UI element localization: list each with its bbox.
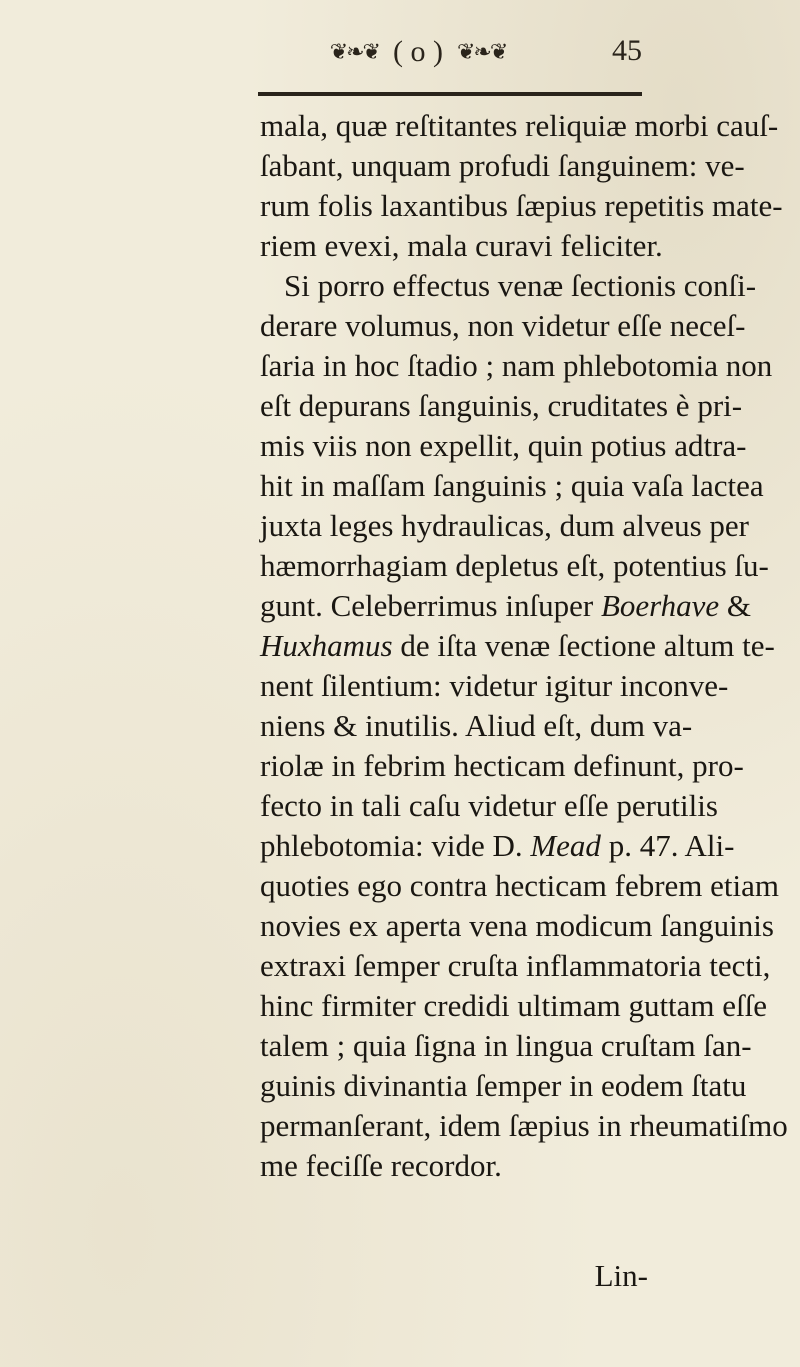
text-run: ſaria in hoc ſtadio ; nam phlebotomia non	[260, 348, 773, 383]
text-run: juxta leges hydraulicas, dum alveus per	[260, 508, 749, 543]
text-run: &	[719, 588, 752, 623]
catchword: Lin-	[594, 1258, 648, 1293]
text-run: permanſerant, idem ſæpius in rheumatiſmo	[260, 1108, 788, 1143]
header-ornament-group	[298, 28, 538, 76]
text-line	[260, 226, 663, 266]
text-line	[260, 306, 746, 346]
text-line	[260, 146, 745, 186]
italic-name: Mead	[530, 828, 601, 863]
text-line	[260, 1106, 788, 1146]
text-line	[260, 546, 769, 586]
text-line	[260, 426, 747, 466]
running-header	[0, 28, 800, 76]
italic-name: Huxhamus	[260, 628, 393, 663]
text-run: hit in maſſam ſanguinis ; quia vaſa lactea	[260, 468, 764, 503]
text-line	[260, 466, 764, 506]
text-run: riem evexi, mala curavi feliciter.	[260, 228, 663, 263]
text-line	[260, 706, 693, 746]
text-run: riolæ in febrim hecticam definunt, pro-	[260, 748, 744, 783]
text-line	[260, 1146, 660, 1186]
text-run: ſabant, unquam profudi ſanguinem: ve-	[260, 148, 745, 183]
text-line	[260, 666, 729, 706]
text-line	[260, 626, 775, 666]
text-line	[260, 1066, 747, 1106]
text-line	[260, 386, 743, 426]
text-line	[260, 106, 779, 146]
text-run: mis viis non expellit, quin potius adtra-	[260, 428, 747, 463]
text-run: hinc firmiter credidi ultimam guttam eſſe	[260, 988, 768, 1023]
text-run: de iſta venæ ſectione altum te-	[392, 628, 775, 663]
body-text	[260, 106, 788, 1186]
text-line	[260, 1026, 752, 1066]
text-run: gunt. Celeberrimus inſuper	[260, 588, 601, 623]
text-run: nent ſilentium: videtur igitur inconve-	[260, 668, 729, 703]
text-run: eſt depurans ſanguinis, cruditates è pri-	[260, 388, 743, 423]
text-run: me feciſſe recordor.	[260, 1148, 502, 1183]
text-line	[260, 786, 718, 826]
text-line	[260, 506, 749, 546]
text-run: fecto in tali caſu videtur eſſe perutilis	[260, 788, 718, 823]
text-run: p. 47. Ali-	[600, 828, 735, 863]
text-run: novies ex aperta vena modicum ſanguinis	[260, 908, 774, 943]
text-run: extraxi ſemper cruſta inflammatoria tecti,	[260, 948, 771, 983]
text-line	[260, 186, 783, 226]
text-line	[260, 866, 780, 906]
text-run: phlebotomia: vide D.	[260, 828, 531, 863]
text-run: derare volumus, non videtur eſſe neceſ-	[260, 308, 746, 343]
italic-name: Boerhave	[600, 588, 720, 623]
folio-mark: ( o )	[393, 35, 443, 68]
text-run: guinis divinantia ſemper in eodem ſtatu	[260, 1068, 747, 1103]
text-line	[260, 986, 768, 1026]
text-line	[260, 266, 757, 306]
text-line	[260, 906, 774, 946]
left-fleuron-icon: ❦❧❦	[329, 39, 379, 65]
text-run: rum folis laxantibus ſæpius repetitis mate-	[260, 188, 783, 223]
text-run: niens & inutilis. Aliud eſt, dum va-	[260, 708, 693, 743]
header-rule	[258, 92, 642, 96]
text-line	[260, 586, 752, 626]
text-line	[260, 946, 771, 986]
text-run: talem ; quia ſigna in lingua cruſtam ſan-	[260, 1028, 752, 1063]
text-run: quoties ego contra hecticam febrem etiam	[260, 868, 780, 903]
text-line	[260, 746, 744, 786]
right-fleuron-icon: ❦❧❦	[456, 39, 507, 65]
text-run: hæmorrhagiam depletus eſt, potentius ſu-	[260, 548, 769, 583]
text-line	[260, 346, 773, 386]
text-run: mala, quæ reſtitantes reliquiæ morbi cauſ-	[260, 108, 779, 143]
text-line	[260, 826, 735, 866]
text-run: Si porro effectus venæ ſectionis conſi-	[284, 268, 757, 303]
page-number: 45	[612, 34, 642, 67]
